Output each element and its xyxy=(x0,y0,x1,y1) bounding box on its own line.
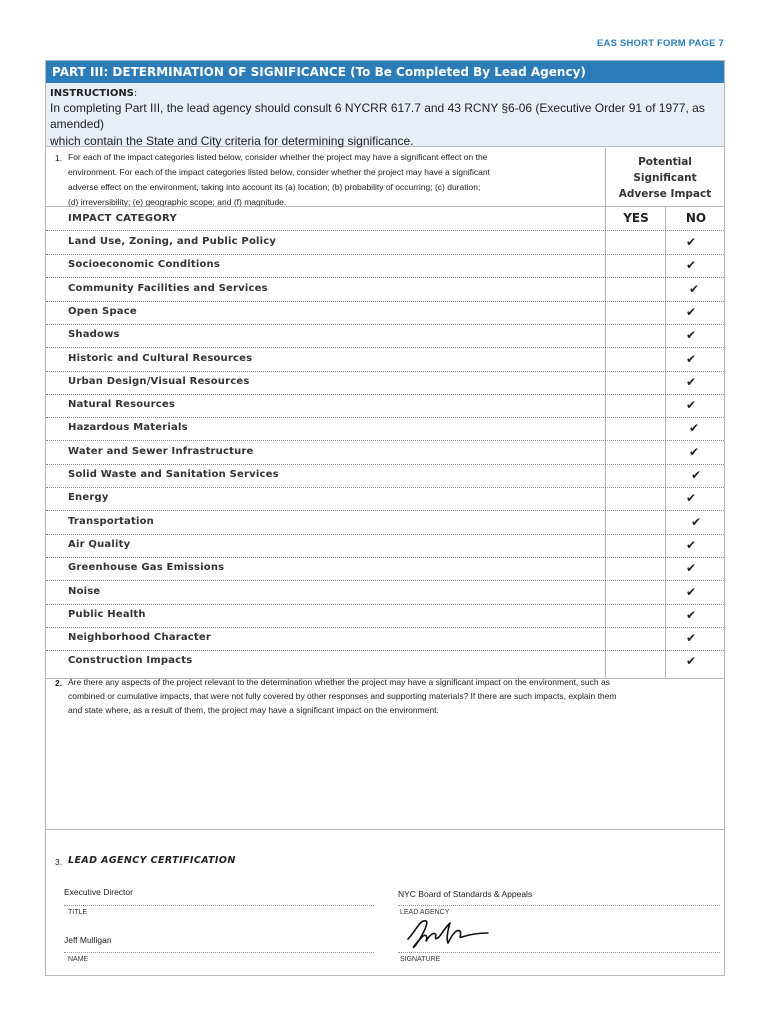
no-check-mark[interactable]: ✔ xyxy=(691,468,702,482)
impact-row xyxy=(46,534,724,557)
impact-row xyxy=(46,557,724,580)
potential-line-1: Potential xyxy=(638,156,692,168)
impact-category-label: Land Use, Zoning, and Public Policy xyxy=(68,236,277,247)
no-check-mark[interactable]: ✔ xyxy=(686,537,697,552)
yes-checkbox-cell[interactable] xyxy=(606,371,665,394)
question-2-number: 2. xyxy=(55,678,63,688)
no-check-mark[interactable]: ✔ xyxy=(686,304,697,319)
yes-checkbox-cell[interactable] xyxy=(606,348,665,371)
impact-category-label: Historic and Cultural Resources xyxy=(68,352,253,364)
impact-row xyxy=(46,650,724,673)
instructions-line-2: which contain the State and City criteria for determining significance. xyxy=(50,134,414,148)
name-line xyxy=(64,952,374,953)
no-check-mark[interactable]: ✔ xyxy=(686,328,697,343)
instructions-heading-text: INSTRUCTIONS xyxy=(50,88,134,99)
no-check-mark[interactable]: ✔ xyxy=(686,631,697,646)
name-label: NAME xyxy=(68,956,89,963)
impact-category-label: Neighborhood Character xyxy=(68,632,212,644)
impact-category-label: Hazardous Materials xyxy=(68,422,188,434)
yes-checkbox-cell[interactable] xyxy=(606,254,665,277)
page-label: EAS SHORT FORM PAGE 7 xyxy=(596,38,724,49)
impact-row xyxy=(46,627,724,650)
no-check-mark[interactable]: ✔ xyxy=(689,281,700,296)
impact-category-label: Water and Sewer Infrastructure xyxy=(68,445,254,457)
impact-category-label: Construction Impacts xyxy=(68,655,193,667)
no-check-mark[interactable]: ✔ xyxy=(686,351,697,366)
instructions-box xyxy=(46,83,724,147)
impact-category-label: Natural Resources xyxy=(68,399,176,411)
yes-checkbox-cell[interactable] xyxy=(606,417,665,440)
impact-row xyxy=(46,231,724,254)
question-2-line-3: and state where, as a result of them, the project may have a significant impact on the environment. xyxy=(68,705,439,715)
impact-row xyxy=(46,278,724,301)
title-label: TITLE xyxy=(68,909,88,916)
name-field[interactable]: Jeff Mulligan xyxy=(64,935,112,945)
impact-category-label: Public Health xyxy=(68,608,146,620)
impact-row xyxy=(46,487,724,510)
no-check-mark[interactable]: ✔ xyxy=(686,561,697,576)
question-2-line-2: combined or cumulative impacts, that were not fully covered by other responses and supporting materials? If there are such impacts, explain them xyxy=(68,691,617,701)
potential-line-3: Adverse Impact xyxy=(618,188,712,200)
no-check-mark[interactable]: ✔ xyxy=(686,235,697,249)
impact-row xyxy=(46,394,724,417)
impact-category-label: Community Facilities and Services xyxy=(68,282,268,294)
no-check-mark[interactable]: ✔ xyxy=(686,374,697,389)
impact-row xyxy=(46,511,724,534)
question-1-line-4: (d) irreversibility; (e) geographic scope; and (f) magnitude. xyxy=(68,197,287,207)
no-check-mark[interactable]: ✔ xyxy=(689,444,700,459)
title-field[interactable]: Executive Director xyxy=(64,887,133,897)
impact-category-label: Open Space xyxy=(68,305,137,317)
impact-row xyxy=(46,301,724,324)
no-check-mark[interactable]: ✔ xyxy=(686,607,697,622)
yes-checkbox-cell[interactable] xyxy=(606,511,665,534)
yes-checkbox-cell[interactable] xyxy=(606,534,665,557)
lead-agency-field[interactable]: NYC Board of Standards & Appeals xyxy=(398,889,533,899)
instructions-heading xyxy=(50,88,720,99)
question-1-line-3: adverse effect on the environment, taking into account its (a) location; (b) probability of occurring; (c) duration; xyxy=(68,182,481,192)
yes-checkbox-cell[interactable] xyxy=(606,487,665,510)
certification-title: LEAD AGENCY CERTIFICATION xyxy=(68,855,236,866)
yes-checkbox-cell[interactable] xyxy=(606,394,665,417)
yes-checkbox-cell[interactable] xyxy=(606,604,665,627)
potential-line-2: Significant xyxy=(633,172,697,184)
question-1-number: 1. xyxy=(55,153,63,163)
no-check-mark[interactable]: ✔ xyxy=(686,258,697,273)
question-3-number: 3. xyxy=(55,857,63,867)
impact-row xyxy=(46,604,724,627)
impact-category-label: Socioeconomic Conditions xyxy=(68,259,220,271)
question-1-text xyxy=(68,150,598,210)
yes-checkbox-cell[interactable] xyxy=(606,441,665,464)
no-check-mark[interactable]: ✔ xyxy=(686,654,697,669)
no-check-mark[interactable]: ✔ xyxy=(689,421,700,436)
potential-impact-header xyxy=(606,154,724,202)
yes-checkbox-cell[interactable] xyxy=(606,231,665,254)
impact-category-label: Solid Waste and Sanitation Services xyxy=(68,469,279,480)
impact-category-label: Urban Design/Visual Resources xyxy=(68,375,250,387)
yes-checkbox-cell[interactable] xyxy=(606,464,665,487)
instructions-line-1: In completing Part III, the lead agency should consult 6 NYCRR 617.7 and 43 RCNY §6-06 (Executive Order 91 of 1977, as amended) xyxy=(50,101,705,131)
no-check-mark[interactable]: ✔ xyxy=(686,584,697,599)
lead-agency-line xyxy=(398,905,720,906)
form-frame xyxy=(45,60,725,976)
impact-row xyxy=(46,254,724,277)
title-line xyxy=(64,905,374,906)
impact-category-label: Greenhouse Gas Emissions xyxy=(68,562,225,574)
yes-checkbox-cell[interactable] xyxy=(606,278,665,301)
question-1-line-2: environment. For each of the impact categories listed below, consider whether the project may have a significant xyxy=(68,167,490,177)
impact-row xyxy=(46,371,724,394)
question-3-divider xyxy=(46,829,724,830)
question-2-line-1: Are there any aspects of the project relevant to the determination whether the project may have a significant impact on the environment, such as xyxy=(68,677,610,687)
impact-category-header: IMPACT CATEGORY xyxy=(68,213,178,224)
impact-category-label: Energy xyxy=(68,492,109,504)
no-check-mark[interactable]: ✔ xyxy=(686,398,697,413)
yes-checkbox-cell[interactable] xyxy=(606,324,665,347)
lead-agency-label: LEAD AGENCY xyxy=(400,909,450,916)
no-column-header: NO xyxy=(685,211,707,225)
question-2-text[interactable] xyxy=(68,675,720,717)
signature-line xyxy=(398,952,720,953)
part-title-banner: PART III: DETERMINATION OF SIGNIFICANCE (To Be Completed By Lead Agency) xyxy=(46,61,724,83)
no-check-mark[interactable]: ✔ xyxy=(691,514,702,529)
impact-row xyxy=(46,324,724,347)
yes-checkbox-cell[interactable] xyxy=(606,301,665,324)
yes-checkbox-cell[interactable] xyxy=(606,581,665,604)
question-1-line-1: For each of the impact categories listed below, consider whether the project may have a significant effect on the xyxy=(68,152,488,162)
no-check-mark[interactable]: ✔ xyxy=(686,491,697,506)
impact-category-label: Shadows xyxy=(68,329,120,341)
yes-column-header: YES xyxy=(623,211,649,225)
impact-category-label: Air Quality xyxy=(68,538,131,550)
impact-category-label: Transportation xyxy=(68,515,154,527)
impact-row xyxy=(46,348,724,371)
impact-row xyxy=(46,441,724,464)
signature-label: SIGNATURE xyxy=(400,956,441,963)
impact-category-label: Noise xyxy=(68,585,101,597)
yes-checkbox-cell[interactable] xyxy=(606,650,665,673)
yes-checkbox-cell[interactable] xyxy=(606,627,665,650)
yes-checkbox-cell[interactable] xyxy=(606,557,665,580)
header-divider xyxy=(46,206,724,207)
instructions-colon: : xyxy=(133,88,138,99)
impact-row xyxy=(46,464,724,487)
impact-row xyxy=(46,581,724,604)
impact-row xyxy=(46,417,724,440)
